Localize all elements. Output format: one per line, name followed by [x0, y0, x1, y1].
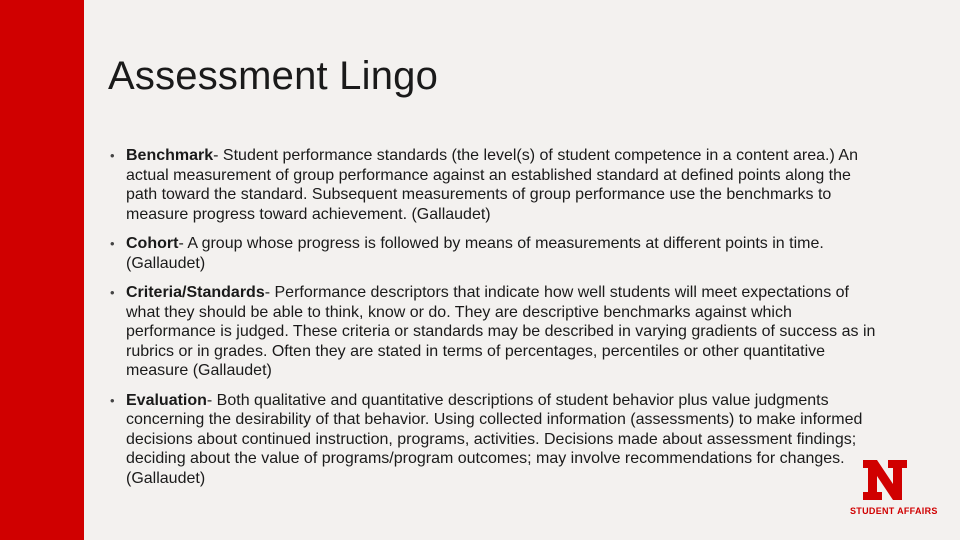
- bullet-text: - Both qualitative and quantitative descriptions of student behavior plus value judgments concerning the desirability of that behavior. Using collected information (assessments) to make informed decisions about continued instruction, programs, activities. Decisions made about assessment findings; deciding about the value of programs/program outcomes; may involve recommendations for changes. (Gallaudet): [126, 391, 863, 487]
- bullet-text: - Student performance standards (the level(s) of student competence in a content area.) An actual measurement of group performance against an established standard at defined points along the path toward the standard. Subsequent measurements of group performance use the benchmarks to measure progress toward achievement. (Gallaudet): [126, 147, 858, 223]
- bullet-dot-icon: •: [110, 392, 115, 408]
- bullet-item-criteria-standards: [108, 283, 878, 381]
- slide-title: Assessment Lingo: [108, 54, 439, 98]
- bullet-item-evaluation: [108, 391, 878, 489]
- student-affairs-logo: [850, 458, 938, 516]
- logo-caption: STUDENT AFFAIRS: [850, 506, 938, 516]
- bullet-item-cohort: [108, 234, 878, 273]
- slide: [84, 0, 960, 540]
- bullet-text: - A group whose progress is followed by means of measurements at different points in time. (Gallaudet): [126, 235, 824, 272]
- bullet-term: Benchmark: [126, 147, 214, 164]
- bullet-dot-icon: •: [110, 285, 115, 300]
- bullet-term: Evaluation: [126, 391, 207, 409]
- bullet-dot-icon: •: [110, 148, 115, 163]
- nebraska-n-icon: [861, 458, 909, 502]
- bullet-list: [108, 146, 878, 498]
- bullet-text: - Performance descriptors that indicate how well students will meet expectations of what they should be able to think, know or do. They are descriptive benchmarks against which performance is judged. These criteria or standards may be described in varying gradients of success as in rubrics or in grades. Often they are stated in terms of percentages, percentiles or other quantitative measure (Gallaudet): [126, 284, 876, 379]
- bullet-term: Criteria/Standards: [126, 284, 265, 301]
- left-accent-bar: [0, 0, 84, 540]
- bullet-term: Cohort: [126, 235, 179, 252]
- bullet-item-benchmark: [108, 146, 878, 224]
- bullet-dot-icon: •: [110, 236, 115, 251]
